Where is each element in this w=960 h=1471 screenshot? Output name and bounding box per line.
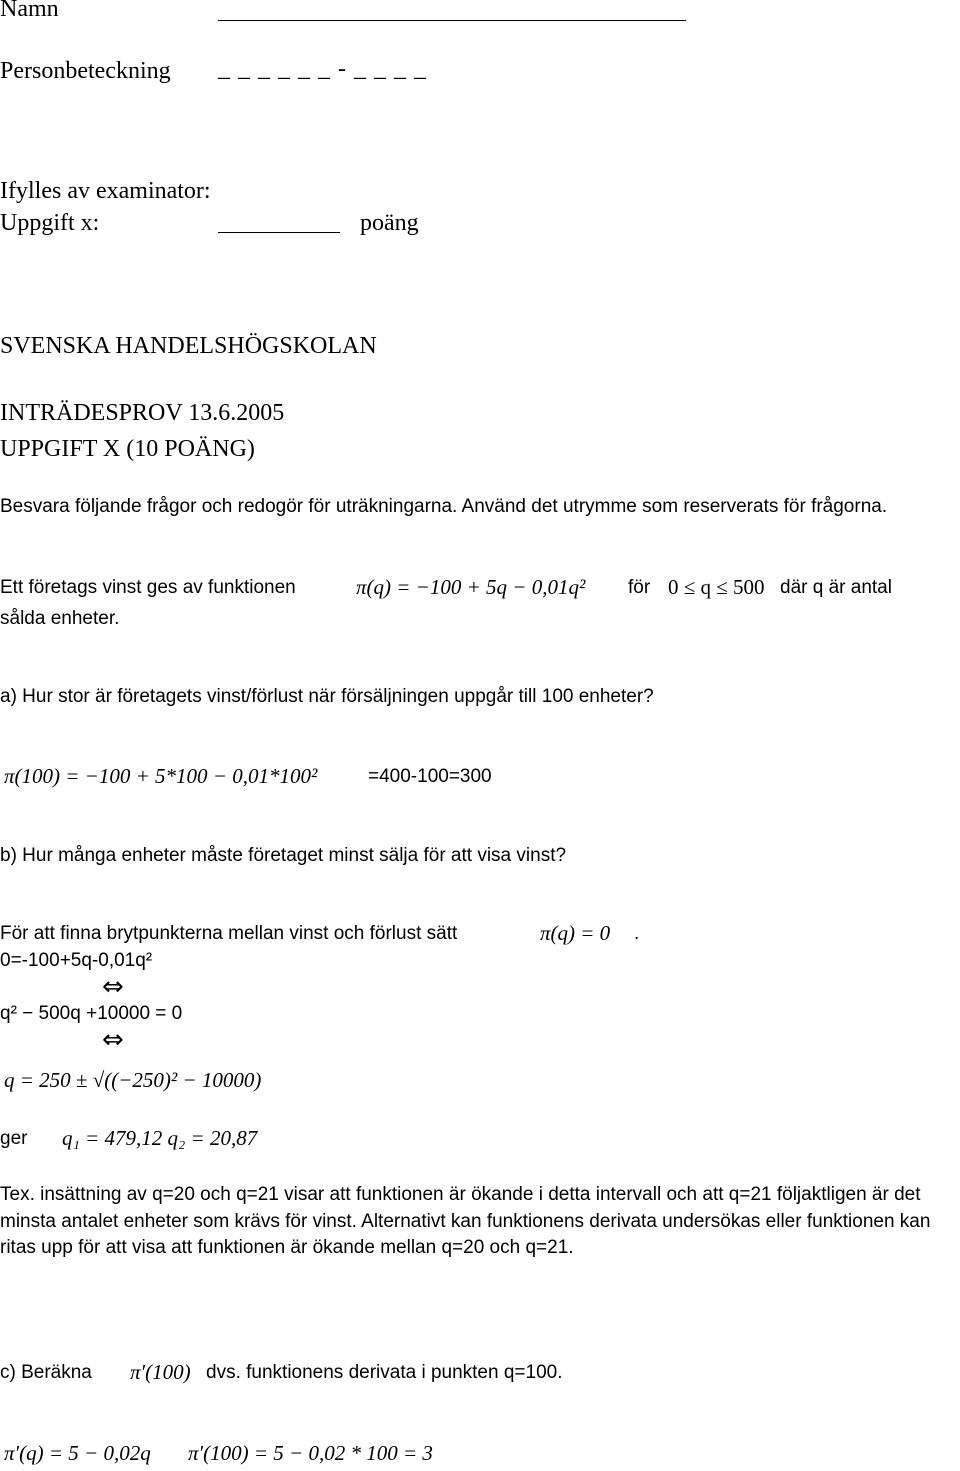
problem-text-after: där q är antal [780, 577, 892, 598]
break-even-condition: π(q) = 0 [540, 921, 611, 945]
question-a: a) Hur stor är företagets vinst/förlust när försäljningen uppgår till 100 enheter? [0, 686, 654, 707]
points-line[interactable] [218, 232, 340, 233]
break-even-text: För att finna brytpunkterna mellan vinst och förlust sätt [0, 923, 458, 944]
answer-a-formula: π(100) = −100 + 5*100 − 0,01*100² [4, 764, 318, 788]
exam-title: INTRÄDESPROV 13.6.2005 [0, 400, 285, 426]
question-b: b) Hur många enheter måste företaget minst sälja för att visa vinst? [0, 845, 567, 866]
points-label: poäng [360, 210, 419, 236]
quadratic-formula: q = 250 ± √((−250)² − 10000) [4, 1068, 262, 1092]
name-label: Namn [0, 0, 59, 22]
answer-a-result: =400-100=300 [368, 766, 492, 787]
school-text: SVENSKA HANDELSHÖGSKOLAN [0, 333, 377, 359]
solutions: q₁ = 479,12 q₂ = 20,87 [62, 1126, 258, 1150]
intro-text: Besvara följande frågor och redogör för uträkningarna. Använd det utrymme som reserverats för frågorna. [0, 496, 888, 517]
derivative-evaluation: π′(100) = 5 − 0,02 * 100 = 3 [188, 1441, 433, 1465]
question-c-prefix: c) Beräkna [0, 1362, 92, 1383]
for-word: för [628, 577, 651, 598]
ger-label: ger [0, 1128, 28, 1149]
question-c-math: π′(100) [130, 1360, 191, 1384]
profit-function: π(q) = −100 + 5q − 0,01q² [356, 575, 586, 599]
question-c-suffix: dvs. funktionens derivata i punkten q=100. [206, 1362, 563, 1383]
name-line[interactable] [218, 20, 686, 21]
problem-text: Ett företags vinst ges av funktionen [0, 577, 296, 598]
personnummer-label: Personbeteckning [0, 58, 171, 84]
equation-step-2: q² − 500q +10000 = 0 [0, 1003, 183, 1024]
school-name [0, 333, 377, 360]
equation-step-1: 0=-100+5q-0,01q² [0, 950, 153, 971]
personnummer-pattern[interactable]: _ _ _ _ _ _ - _ _ _ _ [218, 56, 427, 82]
task-heading: UPPGIFT X (10 POÄNG) [0, 436, 255, 462]
equivalence-icon-2: ⇔ [102, 1025, 124, 1055]
problem-text-line2: sålda enheter. [0, 608, 120, 629]
derivative-formula: π′(q) = 5 − 0,02q [4, 1441, 151, 1465]
equivalence-icon-1: ⇔ [102, 972, 124, 1002]
domain-inequality: 0 ≤ q ≤ 500 [668, 575, 765, 599]
task-points-label: Uppgift x: [0, 210, 100, 236]
period-mark: . [634, 923, 640, 944]
explanation-text: Tex. insättning av q=20 och q=21 visar att funktionen är ökande i detta intervall och att q=21 följaktligen är det minsta antalet enheter som krävs för vinst. Alternativt kan funktionens derivata undersökas eller funktionen kan ritas upp för att visa att funktionen är ökande mellan q=20 och q=21. [0, 1184, 931, 1258]
examiner-label: Ifylles av examinator: [0, 178, 211, 204]
